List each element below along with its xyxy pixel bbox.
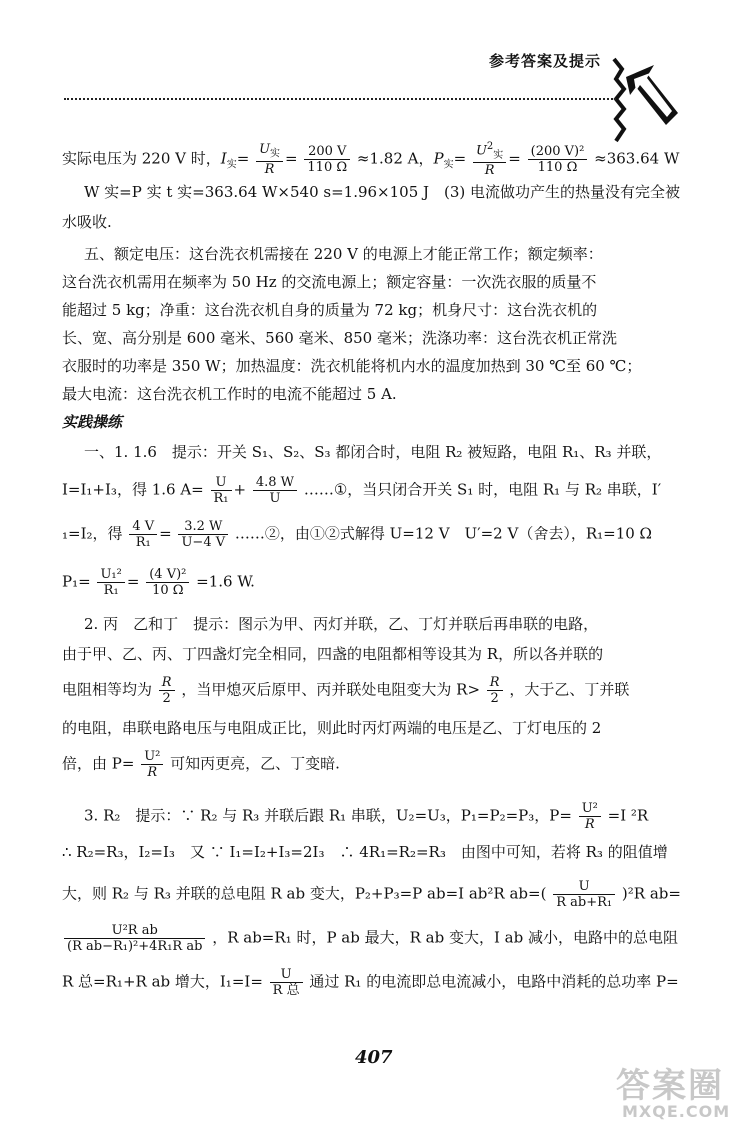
q1-line: ₁=I₂，得 $\frac{4 V}{\text{R₁}}$ = $\frac{3.2 W}{U-4 V}$ ……②，由①②式解得 U=12 V U′=2 V（舍去），R₁=10 Ω (62, 519, 652, 550)
fraction: $\frac{U_实}{R}$ (256, 143, 283, 176)
arrow-logo-icon (612, 55, 682, 147)
q2-line: 2. 丙 乙和丁 提示：图示为甲、丙灯并联，乙、丁灯并联后再串联的电路， (84, 615, 599, 633)
fraction: $\frac{4.8 W}{U}$ (253, 476, 297, 505)
fraction: $\frac{200 V}{110 \Omega}$ (304, 145, 350, 174)
p3-line: 这台洗衣机需用在频率为 50 Hz 的交流电源上；额定容量：一次洗衣服的质量不 (62, 273, 597, 291)
fraction: $\frac{\text{U²}}{R}$ (141, 750, 163, 779)
fraction: $\frac{R}{2}$ (487, 676, 503, 705)
fraction: $\frac{R}{2}$ (159, 676, 175, 705)
fraction: $\frac{\text{U²}}{R}$ (579, 802, 601, 831)
p2-cont: 水吸收. (62, 213, 112, 231)
fraction: $\frac{U^2_实}{R}$ (473, 142, 506, 177)
p3-line: 能超过 5 kg；净重：这台洗衣机自身的质量为 72 kg；机身尺寸：这台洗衣机的 (62, 301, 598, 319)
fraction: $\frac{U}{\text{R 总}}$ (270, 968, 303, 997)
p2-line: W 实=P 实 t 实=363.64 W×540 s=1.96×105 J (3) 电流做功产生的热量没有完全被 (84, 183, 681, 201)
p3-line: 衣服时的功率是 350 W；加热温度：洗衣机能将机内水的温度加热到 30 ℃至 60 ℃； (62, 357, 642, 375)
watermark (612, 1058, 740, 1124)
q2-line: 的电阻，串联电路电压与电阻成正比，则此时丙灯两端的电压是乙、丁灯电压的 2 (62, 719, 602, 737)
p1-line: 实际电压为 220 V 时，$I_实=$ $\frac{U_实}{R}$ = $\frac{200 V}{110 \Omega}$ ≈1.82 A，$P_实=$ $\frac{U^2_实}{R}$ = $\frac{\text{(200 V)²}}{110 \Omega}$ ≈363.64 W (62, 141, 680, 178)
header-divider (64, 98, 616, 100)
q3-line: R 总=R₁+R ab 增大，I₁=I= $\frac{U}{\text{R 总}}$ 通过 R₁ 的电流即总电流减小，电路中消耗的总功率 P= (62, 967, 679, 998)
fraction: $\frac{3.2 W}{U-4 V}$ (178, 520, 228, 549)
watermark-domain: MXQE.COM (622, 1102, 731, 1121)
p3-line: 长、宽、高分别是 600 毫米、560 毫米、850 毫米；洗涤功率：这台洗衣机正常洗 (62, 329, 617, 347)
watermark-title: 答案圈 (616, 1066, 724, 1106)
q1-line: 一、1. 1.6 提示：开关 S₁、S₂、S₃ 都闭合时，电阻 R₂ 被短路，电阻 R₁、R₃ 并联， (84, 443, 662, 461)
fraction: $\frac{U}{\text{R₁}}$ (211, 476, 232, 505)
fraction: $\frac{\text{(4 V)²}}{10 \Omega}$ (146, 568, 189, 597)
fraction: $\frac{\text{U₁²}}{\text{R₁}}$ (97, 568, 124, 597)
q1-line: P₁= $\frac{\text{U₁²}}{\text{R₁}}$ = $\frac{\text{(4 V)²}}{10 \Omega}$ =1.6 W. (62, 567, 255, 598)
fraction: $\frac{\text{U²R ab}}{\text{(R ab−R₁)²+4R₁R ab}}$ (64, 924, 205, 953)
page-number: 407 (355, 1047, 393, 1068)
fraction: $\frac{U}{\text{R ab+R₁}}$ (553, 880, 615, 909)
fraction: $\frac{4 V}{\text{R₁}}$ (129, 520, 157, 549)
p3-line: 五、额定电压：这台洗衣机需接在 220 V 的电源上才能正常工作；额定频率： (84, 245, 603, 263)
q3-line: ∴ R₂=R₃，I₂=I₃ 又 ∵ I₁=I₂+I₃=2I₃ ∴ 4R₁=R₂=R₃ 由图中可知，若将 R₃ 的阻值增 (62, 843, 668, 861)
q3-line: $\frac{\text{U²R ab}}{\text{(R ab−R₁)²+4R₁R ab}}$ ，R ab=R₁ 时，P ab 最大，R ab 变大，I ab 减小，电路中的总电阻 (62, 924, 678, 953)
q3-line: 3. R₂ 提示：∵ R₂ 与 R₃ 并联后跟 R₁ 串联，U₂=U₃，P₁=P₂=P₃，P= $\frac{\text{U²}}{R}$ =I ²R (84, 801, 649, 832)
q2-line: 由于甲、乙、丙、丁四盏灯完全相同，四盏的电阻都相等设其为 R，所以各并联的 (62, 645, 604, 663)
fraction: $\frac{\text{(200 V)²}}{110 \Omega}$ (528, 145, 588, 174)
p3-line: 最大电流：这台洗衣机工作时的电流不能超过 5 A. (62, 385, 397, 403)
q3-line: 大，则 R₂ 与 R₃ 并联的总电阻 R ab 变大，P₂+P₃=P ab=I ab²R ab=( $\frac{U}{\text{R ab+R₁}}$ )²R ab= (62, 879, 681, 910)
q1-line: I=I₁+I₃，得 1.6 A= $\frac{U}{\text{R₁}}$ + $\frac{4.8 W}{U}$ ……①，当只闭合开关 S₁ 时，电阻 R₁ 与 R₂ 串联，I′ (62, 475, 662, 506)
header-title: 参考答案及提示 (489, 52, 602, 70)
section-heading: 实践操练 (62, 413, 123, 431)
q2-line: 倍，由 P= $\frac{\text{U²}}{R}$ 可知丙更亮，乙、丁变暗. (62, 749, 340, 780)
q2-line: 电阻相等均为 $\frac{R}{2}$ ，当甲熄灭后原甲、丙并联处电阻变大为 R> $\frac{R}{2}$ ，大于乙、丁并联 (62, 675, 630, 706)
